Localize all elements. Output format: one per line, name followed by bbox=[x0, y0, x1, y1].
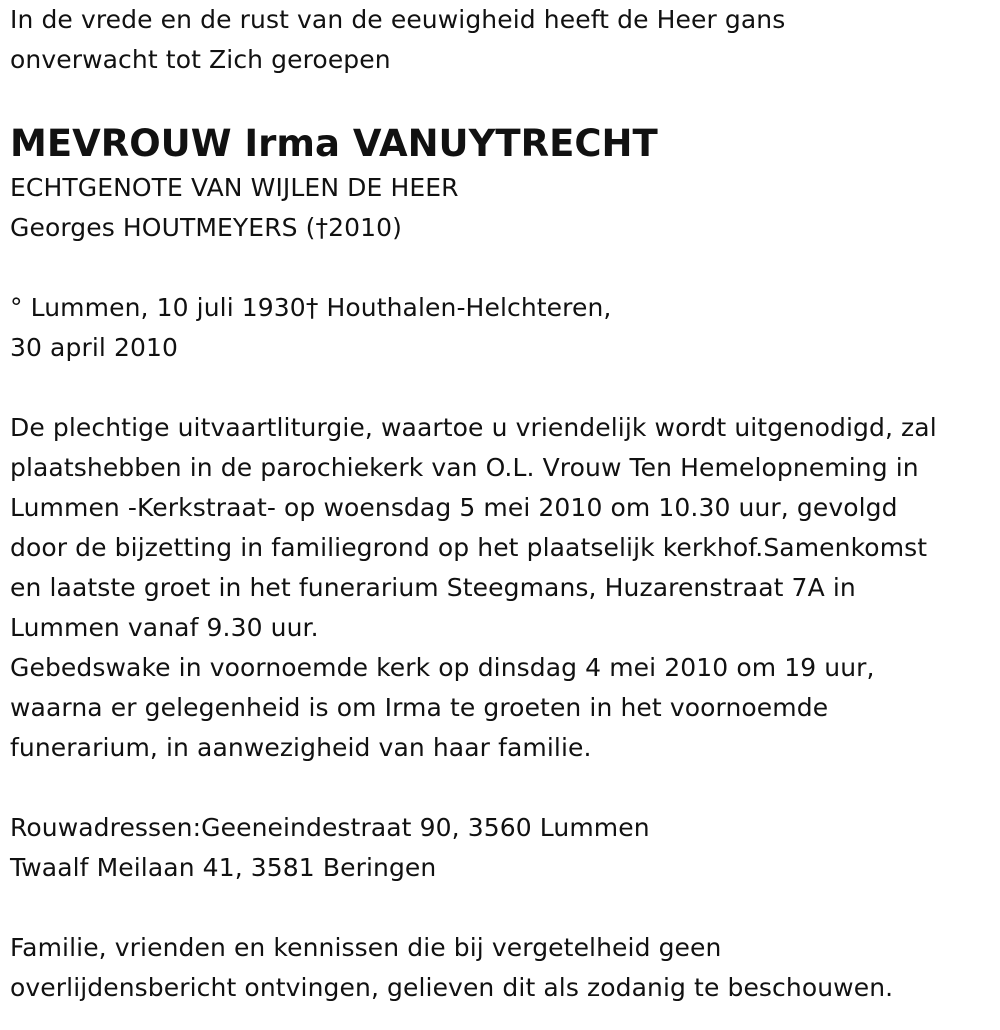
obituary-document bbox=[10, 0, 995, 1008]
funeral-line: De plechtige uitvaartliturgie, waartoe u vriendelijk wordt uitgenodigd, zal bbox=[10, 413, 937, 442]
funeral-line: waarna er gelegenheid is om Irma te groeten in het voornoemde bbox=[10, 693, 829, 722]
funeral-line: en laatste groet in het funerarium Steegmans, Huzarenstraat 7A in bbox=[10, 573, 856, 602]
spouse-line: ECHTGENOTE VAN WIJLEN DE HEER bbox=[10, 173, 459, 202]
funeral-paragraph bbox=[10, 408, 995, 768]
funeral-line: door de bijzetting in familiegrond op het plaatselijk kerkhof.Samenkomst bbox=[10, 533, 928, 562]
birth-death-line: ° Lummen, 10 juli 1930† Houthalen-Helchteren, bbox=[10, 293, 612, 322]
intro-line: In de vrede en de rust van de eeuwigheid heeft de Heer gans bbox=[10, 5, 786, 34]
spacer bbox=[10, 368, 995, 408]
death-date-line: 30 april 2010 bbox=[10, 333, 178, 362]
deceased-name: MEVROUW Irma VANUYTRECHT bbox=[10, 122, 658, 165]
funeral-line: Lummen -Kerkstraat- op woensdag 5 mei 2010 om 10.30 uur, gevolgd bbox=[10, 493, 898, 522]
funeral-line: plaatshebben in de parochiekerk van O.L. Vrouw Ten Hemelopneming in bbox=[10, 453, 919, 482]
address-line: Rouwadressen:Geeneindestraat 90, 3560 Lummen bbox=[10, 813, 650, 842]
spouse-line: Georges HOUTMEYERS (†2010) bbox=[10, 213, 403, 242]
funeral-line: funerarium, in aanwezigheid van haar familie. bbox=[10, 733, 592, 762]
dates-paragraph bbox=[10, 288, 995, 368]
spacer bbox=[10, 768, 995, 808]
closing-line: overlijdensbericht ontvingen, gelieven dit als zodanig te beschouwen. bbox=[10, 973, 894, 1002]
funeral-line: Lummen vanaf 9.30 uur. bbox=[10, 613, 319, 642]
intro-line: onverwacht tot Zich geroepen bbox=[10, 45, 391, 74]
closing-paragraph bbox=[10, 928, 995, 1008]
address-line: Twaalf Meilaan 41, 3581 Beringen bbox=[10, 853, 437, 882]
addresses-paragraph bbox=[10, 808, 995, 888]
intro-paragraph bbox=[10, 0, 995, 80]
spacer bbox=[10, 248, 995, 288]
spacer bbox=[10, 888, 995, 928]
spouse-paragraph bbox=[10, 168, 995, 248]
funeral-line: Gebedswake in voornoemde kerk op dinsdag 4 mei 2010 om 19 uur, bbox=[10, 653, 875, 682]
spacer bbox=[10, 80, 995, 120]
closing-line: Familie, vrienden en kennissen die bij vergetelheid geen bbox=[10, 933, 722, 962]
